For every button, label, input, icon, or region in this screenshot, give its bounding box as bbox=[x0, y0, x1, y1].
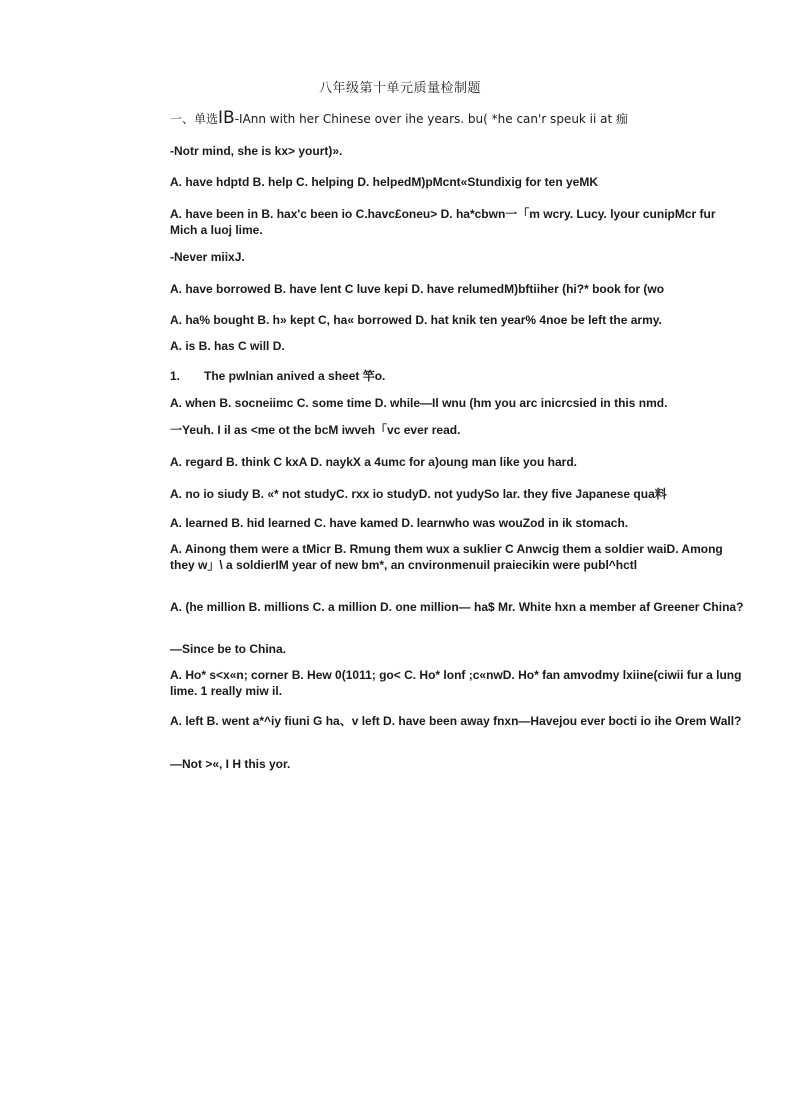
text-line: A. no io siudy B. «* not studyC. rxx io studyD. not yudySo lar. they five Japanese qua料 bbox=[170, 487, 667, 501]
item-number: 1. bbox=[170, 369, 181, 383]
text-line: A. learned B. hid learned C. have kamed D. learnwho was wouZod in ik stomach. bbox=[170, 516, 629, 530]
page-title: 八年级第十单元质量检制题 bbox=[318, 81, 481, 96]
text-line: A. have been in B. hax'c been io C.havc£oneu> D. ha*cbwn一「m wcry. Lucy. lyour cunipMcr fur Mich a luoj lime. bbox=[170, 207, 716, 237]
section-heading bbox=[170, 110, 745, 127]
text-line: A. have borrowed B. have lent C luve kepi D. have relumedM)bftiiher (hi?* book for (wo bbox=[170, 282, 665, 296]
text-line: 一Yeuh. I il as <me ot the bcM iwveh「vc ever read. bbox=[170, 423, 461, 437]
text-line: A. ha% bought B. h» kept C, ha« borrowed D. hat knik ten year% 4noe be left the army. bbox=[170, 313, 662, 327]
text-line: -Notr mind, she is kx> yourt)». bbox=[170, 144, 343, 158]
text-line: A. Ho* s<x«n; corner B. Hew 0(1011; go< C. Ho* lonf ;c«nwD. Ho* fan amvodmy lxiine(ciwii fur a lung lime. 1 really miw il. bbox=[170, 668, 742, 698]
text-line: -Never miixJ. bbox=[170, 250, 245, 264]
text-line: A. have hdptd B. help C. helping D. helpedM)pMcnt«Stundixig for ten yeMK bbox=[170, 175, 599, 189]
item-text: The pwlnian anived a sheet 竿o. bbox=[204, 369, 386, 383]
text-line: A. (he million B. millions C. a million D. one million— ha$ Mr. White hxn a member af Greener China? bbox=[170, 600, 744, 614]
heading-rest: -IAnn with her Chinese over ihe years. bu( *he can'r speuk ii at 痂 bbox=[234, 112, 629, 126]
text-line: A. when B. socneiimc C. some time D. while—Il wnu (hm you arc inicrcsied in this nmd. bbox=[170, 396, 668, 410]
text-line: A. left B. went a*^iy fiuni G ha、v left D. have been away fnxn—Havejou ever bocti io ihe Orem Wall? bbox=[170, 714, 742, 728]
heading-prefix: 一、单选 bbox=[170, 112, 219, 126]
text-line: A. Ainong them were a tMicr B. Rmung them wux a suklier C Anwcig them a soldier waiD. Among they w」\ a soldierIM year of new bm*, an cnvironmenuil praiecikin were publ^hctl bbox=[170, 542, 723, 572]
text-line: —Not >«, I H this yor. bbox=[170, 757, 291, 771]
text-line: A. regard B. think C kxA D. naykX a 4umc for a)oung man like you hard. bbox=[170, 455, 577, 469]
heading-big-text: IB bbox=[218, 108, 235, 128]
text-line: —Since be to China. bbox=[170, 642, 287, 656]
numbered-item bbox=[170, 368, 745, 384]
text-line: A. is B. has C will D. bbox=[170, 339, 285, 353]
